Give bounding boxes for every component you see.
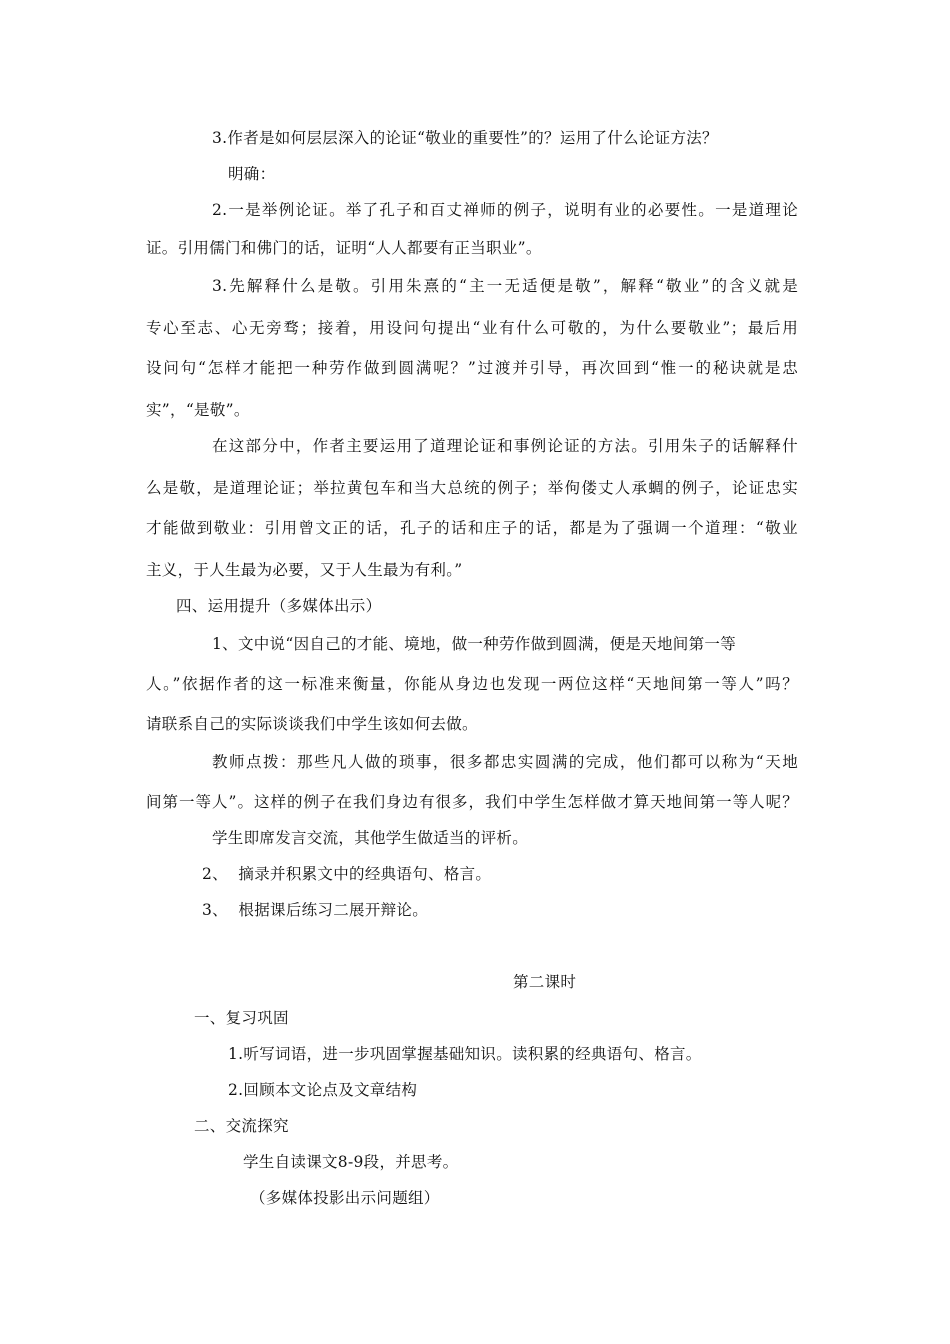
paragraph-line: 专心至志、心无旁骛；接着，用设问句提出“业有什么可敬的，为什么要敬业”；最后用: [146, 319, 798, 337]
list-item: 1.听写词语，进一步巩固掌握基础知识。读积累的经典语句、格言。: [228, 1045, 702, 1063]
list-item: 2.回顾本文论点及文章结构: [228, 1081, 418, 1099]
paragraph-line: 请联系自己的实际谈谈我们中学生该如何去做。: [146, 715, 478, 733]
paragraph-line: 证。引用儒门和佛门的话，证明“人人都要有正当职业”。: [146, 239, 542, 257]
paragraph-line: 在这部分中，作者主要运用了道理论证和事例论证的方法。引用朱子的话解释什: [212, 437, 798, 455]
paragraph-line: 学生即席发言交流，其他学生做适当的评析。: [212, 829, 529, 847]
paragraph-line: 2.一是举例论证。举了孔子和百丈禅师的例子，说明有业的必要性。一是道理论: [212, 201, 798, 219]
paragraph-line: 间第一等人”。这样的例子在我们身边有很多，我们中学生怎样做才算天地间第一等人呢？: [146, 793, 798, 811]
paragraph-line: 1、文中说“因自己的才能、境地，做一种劳作做到圆满，便是天地间第一等: [212, 635, 736, 653]
section-heading: 二、交流探究: [194, 1117, 289, 1135]
paragraph-line: 人。”依据作者的这一标准来衡量，你能从身边也发现一两位这样“天地间第一等人”吗？: [146, 675, 798, 693]
answer-label: 明确：: [228, 165, 276, 183]
paragraph-line: 设问句“怎样才能把一种劳作做到圆满呢？”过渡并引导，再次回到“惟一的秘诀就是忠: [146, 359, 798, 377]
paragraph-line: 教师点拨：那些凡人做的琐事，很多都忠实圆满的完成，他们都可以称为“天地: [212, 753, 798, 771]
paragraph-line: 实”，“是敬”。: [146, 401, 250, 419]
paragraph-line: 才能做到敬业：引用曾文正的话，孔子的话和庄子的话，都是为了强调一个道理：“敬业: [146, 519, 798, 537]
paragraph-line: 主义，于人生最为必要，又于人生最为有利。”: [146, 561, 463, 579]
section-heading: 四、运用提升（多媒体出示）: [176, 597, 382, 615]
paragraph-line: 学生自读课文8-9段，并思考。: [243, 1153, 459, 1171]
question-3: 3.作者是如何层层深入的论证“敬业的重要性”的？运用了什么论证方法？: [212, 129, 718, 147]
paragraph-line: 么是敬，是道理论证；举拉黄包车和当大总统的例子；举佝偻丈人承蜩的例子，论证忠实: [146, 479, 798, 497]
paragraph-line: （多媒体投影出示问题组）: [250, 1189, 440, 1207]
section-heading: 一、复习巩固: [194, 1009, 289, 1027]
paragraph-line: 3.先解释什么是敬。引用朱熹的“主一无适便是敬”，解释“敬业”的含义就是: [212, 277, 798, 295]
lesson-title: 第二课时: [513, 973, 577, 991]
list-item: 2、 摘录并积累文中的经典语句、格言。: [202, 865, 492, 883]
list-item: 3、 根据课后练习二展开辩论。: [202, 901, 429, 919]
